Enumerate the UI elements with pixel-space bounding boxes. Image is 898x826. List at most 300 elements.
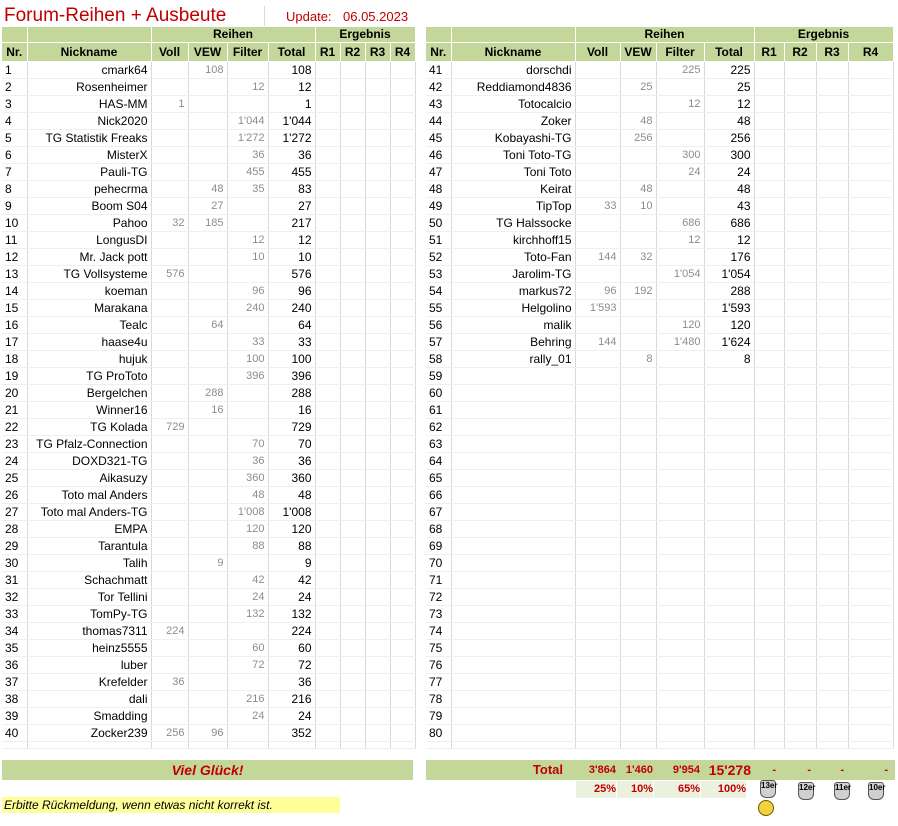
nickname-cell: Reddiamond4836 — [451, 79, 575, 96]
r2-cell — [340, 232, 365, 249]
nickname-cell: Pahoo — [27, 215, 151, 232]
nickname-cell: HAS-MM — [27, 96, 151, 113]
row-number: 13 — [2, 266, 27, 283]
vew-cell — [188, 708, 227, 725]
voll-cell — [575, 640, 620, 657]
r3-cell — [365, 606, 390, 623]
total-cell — [704, 538, 754, 555]
row-number: 40 — [2, 725, 27, 742]
table-row — [2, 606, 415, 623]
table-row — [426, 368, 893, 385]
r2-cell — [784, 725, 816, 742]
r2-cell — [340, 385, 365, 402]
row-number: 14 — [2, 283, 27, 300]
row-number: 32 — [2, 589, 27, 606]
filter-cell — [656, 572, 704, 589]
nickname-cell: Schachmatt — [27, 572, 151, 589]
voll-cell — [575, 215, 620, 232]
nickname-cell: Boom S04 — [27, 198, 151, 215]
table-row — [2, 266, 415, 283]
total-cell: 12 — [704, 232, 754, 249]
row-number: 46 — [426, 147, 451, 164]
r1-cell — [754, 181, 784, 198]
table-row — [426, 181, 893, 198]
row-number: 23 — [2, 436, 27, 453]
r1-cell — [315, 691, 340, 708]
vew-cell — [620, 674, 656, 691]
filter-cell — [656, 351, 704, 368]
col-vew: VEW — [620, 43, 656, 62]
r3-cell — [816, 521, 848, 538]
table-row — [426, 674, 893, 691]
row-number: 10 — [2, 215, 27, 232]
r2-cell — [340, 266, 365, 283]
r2-cell — [784, 113, 816, 130]
total-cell — [704, 606, 754, 623]
table-row — [2, 62, 415, 79]
nickname-cell: Aikasuzy — [27, 470, 151, 487]
voll-cell — [151, 470, 188, 487]
row-number: 53 — [426, 266, 451, 283]
r4-cell — [848, 249, 893, 266]
vew-cell: 10 — [620, 198, 656, 215]
vew-cell: 64 — [188, 317, 227, 334]
r3-cell — [816, 606, 848, 623]
r3-cell — [365, 334, 390, 351]
r4-cell — [390, 453, 415, 470]
r1-dash: - — [772, 764, 776, 776]
voll-cell — [575, 266, 620, 283]
nickname-cell: haase4u — [27, 334, 151, 351]
row-number: 66 — [426, 487, 451, 504]
spacer-row — [426, 742, 893, 749]
filter-cell — [227, 266, 268, 283]
r4-cell — [848, 708, 893, 725]
total-cell: 576 — [268, 266, 315, 283]
vew-cell: 25 — [620, 79, 656, 96]
nickname-cell — [451, 402, 575, 419]
row-number: 18 — [2, 351, 27, 368]
r4-cell — [848, 691, 893, 708]
voll-cell — [575, 572, 620, 589]
nickname-cell — [451, 521, 575, 538]
r2-cell — [784, 385, 816, 402]
row-number: 79 — [426, 708, 451, 725]
table-row — [426, 232, 893, 249]
col-r3: R3 — [816, 43, 848, 62]
r3-cell — [365, 317, 390, 334]
vew-cell: 108 — [188, 62, 227, 79]
table-row — [426, 419, 893, 436]
r1-cell — [754, 164, 784, 181]
row-number: 36 — [2, 657, 27, 674]
vew-cell — [188, 113, 227, 130]
table-row — [2, 555, 415, 572]
total-cell: 36 — [268, 147, 315, 164]
r1-cell — [315, 640, 340, 657]
row-number: 26 — [2, 487, 27, 504]
nickname-cell: Keirat — [451, 181, 575, 198]
vew-cell — [620, 606, 656, 623]
r4-dash: - — [884, 764, 888, 776]
r3-cell — [816, 691, 848, 708]
r4-cell — [390, 96, 415, 113]
table-row — [426, 198, 893, 215]
voll-cell — [151, 691, 188, 708]
row-number: 38 — [2, 691, 27, 708]
r2-cell — [340, 725, 365, 742]
r2-cell — [784, 266, 816, 283]
r3-cell — [816, 538, 848, 555]
table-row — [2, 504, 415, 521]
r2-cell — [340, 368, 365, 385]
voll-cell: 576 — [151, 266, 188, 283]
vew-cell — [188, 368, 227, 385]
voll-cell — [151, 317, 188, 334]
row-number: 31 — [2, 572, 27, 589]
table-row — [426, 62, 893, 79]
vew-cell — [188, 470, 227, 487]
r3-cell — [816, 283, 848, 300]
voll-cell — [151, 521, 188, 538]
filter-cell — [656, 198, 704, 215]
r2-cell — [784, 436, 816, 453]
r1-cell — [754, 453, 784, 470]
row-number: 34 — [2, 623, 27, 640]
r3-cell — [365, 708, 390, 725]
vew-cell — [188, 606, 227, 623]
r3-cell — [365, 589, 390, 606]
total-cell — [704, 436, 754, 453]
filter-cell: 1'480 — [656, 334, 704, 351]
r4-cell — [848, 79, 893, 96]
total-cell: 100 — [268, 351, 315, 368]
row-number: 16 — [2, 317, 27, 334]
voll-cell — [151, 538, 188, 555]
vew-cell — [620, 419, 656, 436]
row-number: 29 — [2, 538, 27, 555]
vew-cell — [620, 266, 656, 283]
nickname-cell: Pauli-TG — [27, 164, 151, 181]
r1-cell — [754, 640, 784, 657]
r1-cell — [315, 181, 340, 198]
total-cell: 396 — [268, 368, 315, 385]
filter-cell: 24 — [656, 164, 704, 181]
table-row — [426, 589, 893, 606]
r4-cell — [848, 436, 893, 453]
r1-cell — [315, 283, 340, 300]
r1-cell — [315, 402, 340, 419]
vew-cell — [188, 419, 227, 436]
total-cell: 224 — [268, 623, 315, 640]
filter-cell — [227, 96, 268, 113]
total-cell — [704, 691, 754, 708]
r3-cell — [365, 266, 390, 283]
voll-cell: 36 — [151, 674, 188, 691]
total-cell: 96 — [268, 283, 315, 300]
filter-cell — [656, 606, 704, 623]
table-row — [426, 555, 893, 572]
vew-cell: 16 — [188, 402, 227, 419]
r4-cell — [390, 589, 415, 606]
r3-cell — [816, 62, 848, 79]
filter-cell — [656, 674, 704, 691]
vew-cell — [620, 300, 656, 317]
table-row — [426, 164, 893, 181]
r2-cell — [784, 198, 816, 215]
vew-cell: 32 — [620, 249, 656, 266]
nickname-cell: Zocker239 — [27, 725, 151, 742]
r4-cell — [848, 504, 893, 521]
r3-cell — [816, 572, 848, 589]
row-number: 11 — [2, 232, 27, 249]
filter-cell — [227, 419, 268, 436]
total-cell: 9 — [268, 555, 315, 572]
r1-cell — [315, 555, 340, 572]
filter-cell — [656, 368, 704, 385]
r2-cell — [784, 640, 816, 657]
r4-cell — [390, 249, 415, 266]
total-cell: 48 — [704, 113, 754, 130]
r4-cell — [390, 504, 415, 521]
filter-cell — [227, 62, 268, 79]
filter-cell — [656, 453, 704, 470]
table-row — [426, 79, 893, 96]
table-row — [2, 96, 415, 113]
total-cell — [704, 589, 754, 606]
vew-cell — [188, 79, 227, 96]
row-number: 49 — [426, 198, 451, 215]
r1-cell — [754, 538, 784, 555]
table-row — [426, 113, 893, 130]
r4-cell — [390, 419, 415, 436]
r1-cell — [754, 334, 784, 351]
r2-cell — [784, 453, 816, 470]
total-cell — [704, 453, 754, 470]
r4-cell — [848, 164, 893, 181]
col-total: Total — [268, 43, 315, 62]
filter-cell — [656, 725, 704, 742]
row-number: 45 — [426, 130, 451, 147]
r3-cell — [365, 623, 390, 640]
vew-cell — [620, 385, 656, 402]
r2-cell — [340, 470, 365, 487]
r3-cell — [816, 708, 848, 725]
r1-cell — [754, 470, 784, 487]
total-cell — [704, 368, 754, 385]
r1-cell — [754, 96, 784, 113]
total-cell: 33 — [268, 334, 315, 351]
voll-cell — [575, 147, 620, 164]
r2-cell — [784, 674, 816, 691]
r4-cell — [848, 368, 893, 385]
r3-cell — [816, 198, 848, 215]
r1-cell — [754, 300, 784, 317]
r3-cell — [816, 147, 848, 164]
r1-cell — [315, 725, 340, 742]
row-number: 72 — [426, 589, 451, 606]
r4-cell — [390, 317, 415, 334]
filter-cell — [656, 249, 704, 266]
table-row — [2, 657, 415, 674]
r1-cell — [315, 317, 340, 334]
r1-cell — [754, 385, 784, 402]
nickname-cell: Talih — [27, 555, 151, 572]
r2-cell — [784, 487, 816, 504]
col-nickname: Nickname — [27, 43, 151, 62]
total-cell: 12 — [268, 79, 315, 96]
r3-cell — [365, 232, 390, 249]
voll-cell — [151, 79, 188, 96]
r3-cell — [816, 215, 848, 232]
voll-cell — [575, 368, 620, 385]
total-cell — [704, 725, 754, 742]
r1-cell — [315, 351, 340, 368]
voll-cell: 729 — [151, 419, 188, 436]
r3-cell — [816, 402, 848, 419]
r1-cell — [315, 113, 340, 130]
table-row — [2, 300, 415, 317]
r2-cell — [340, 164, 365, 181]
good-luck-banner: Viel Glück! — [2, 760, 413, 780]
r3-cell — [365, 555, 390, 572]
row-number: 69 — [426, 538, 451, 555]
row-number: 47 — [426, 164, 451, 181]
total-cell: 60 — [268, 640, 315, 657]
voll-cell — [151, 130, 188, 147]
r4-cell — [848, 606, 893, 623]
r1-cell — [754, 521, 784, 538]
feedback-note: Erbitte Rückmeldung, wenn etwas nicht korrekt ist. — [2, 797, 340, 813]
nickname-cell: Tarantula — [27, 538, 151, 555]
total-cell: 455 — [268, 164, 315, 181]
r4-cell — [390, 657, 415, 674]
col-r1: R1 — [315, 43, 340, 62]
r3-cell — [816, 79, 848, 96]
voll-cell — [575, 419, 620, 436]
table-row — [426, 130, 893, 147]
vew-cell — [188, 453, 227, 470]
filter-cell: 12 — [656, 232, 704, 249]
total-cell: 256 — [704, 130, 754, 147]
r3-cell — [816, 487, 848, 504]
filter-cell — [656, 623, 704, 640]
row-number: 30 — [2, 555, 27, 572]
table-row — [426, 96, 893, 113]
r2-cell — [340, 249, 365, 266]
nickname-cell: TG Pfalz-Connection — [27, 436, 151, 453]
r1-cell — [315, 708, 340, 725]
r3-cell — [365, 351, 390, 368]
r2-cell — [340, 538, 365, 555]
voll-cell — [151, 606, 188, 623]
filter-cell — [656, 300, 704, 317]
filter-cell — [227, 555, 268, 572]
vew-cell: 192 — [620, 283, 656, 300]
r3-cell — [816, 385, 848, 402]
nickname-cell — [451, 470, 575, 487]
table-row — [426, 317, 893, 334]
r3-cell — [816, 623, 848, 640]
row-number: 48 — [426, 181, 451, 198]
row-number: 39 — [2, 708, 27, 725]
vew-cell — [620, 334, 656, 351]
r3-cell — [816, 725, 848, 742]
r3-cell — [365, 113, 390, 130]
table-row — [2, 572, 415, 589]
row-number: 3 — [2, 96, 27, 113]
col-nickname: Nickname — [451, 43, 575, 62]
r4-cell — [848, 402, 893, 419]
vew-cell — [188, 538, 227, 555]
r1-cell — [754, 79, 784, 96]
r2-cell — [340, 453, 365, 470]
filter-cell — [227, 402, 268, 419]
vew-cell — [620, 708, 656, 725]
r2-cell — [340, 504, 365, 521]
total-cell: 1'624 — [704, 334, 754, 351]
nickname-cell: Tor Tellini — [27, 589, 151, 606]
row-number: 24 — [2, 453, 27, 470]
nickname-cell — [451, 674, 575, 691]
pct-vew: 10% — [617, 781, 653, 798]
row-number: 78 — [426, 691, 451, 708]
r4-cell — [390, 283, 415, 300]
r1-cell — [315, 538, 340, 555]
r3-cell — [365, 215, 390, 232]
voll-cell — [575, 555, 620, 572]
filter-cell — [656, 113, 704, 130]
voll-cell — [151, 300, 188, 317]
nickname-cell: MisterX — [27, 147, 151, 164]
nickname-cell: Rosenheimer — [27, 79, 151, 96]
r3-cell — [816, 300, 848, 317]
ranking-table-left — [2, 27, 416, 749]
r4-cell — [848, 521, 893, 538]
table-row — [2, 249, 415, 266]
r2-cell — [784, 555, 816, 572]
nickname-cell: Toto mal Anders — [27, 487, 151, 504]
r1-cell — [315, 266, 340, 283]
table-row — [426, 708, 893, 725]
r4-cell — [390, 130, 415, 147]
row-number: 28 — [2, 521, 27, 538]
r4-cell — [848, 113, 893, 130]
row-number: 42 — [426, 79, 451, 96]
r4-cell — [390, 300, 415, 317]
total-cell — [704, 385, 754, 402]
nickname-cell: TG ProToto — [27, 368, 151, 385]
vew-cell — [620, 589, 656, 606]
r4-cell — [848, 130, 893, 147]
r4-cell — [848, 317, 893, 334]
col-r3: R3 — [365, 43, 390, 62]
total-cell — [704, 623, 754, 640]
row-number: 56 — [426, 317, 451, 334]
r1-cell — [315, 385, 340, 402]
voll-cell — [575, 130, 620, 147]
row-number: 1 — [2, 62, 27, 79]
vew-cell — [188, 487, 227, 504]
filter-cell: 42 — [227, 572, 268, 589]
total-cell: 64 — [268, 317, 315, 334]
total-cell: 10 — [268, 249, 315, 266]
r4-cell — [848, 147, 893, 164]
table-row — [2, 623, 415, 640]
row-number: 22 — [2, 419, 27, 436]
total-cell — [704, 572, 754, 589]
r1-cell — [315, 164, 340, 181]
